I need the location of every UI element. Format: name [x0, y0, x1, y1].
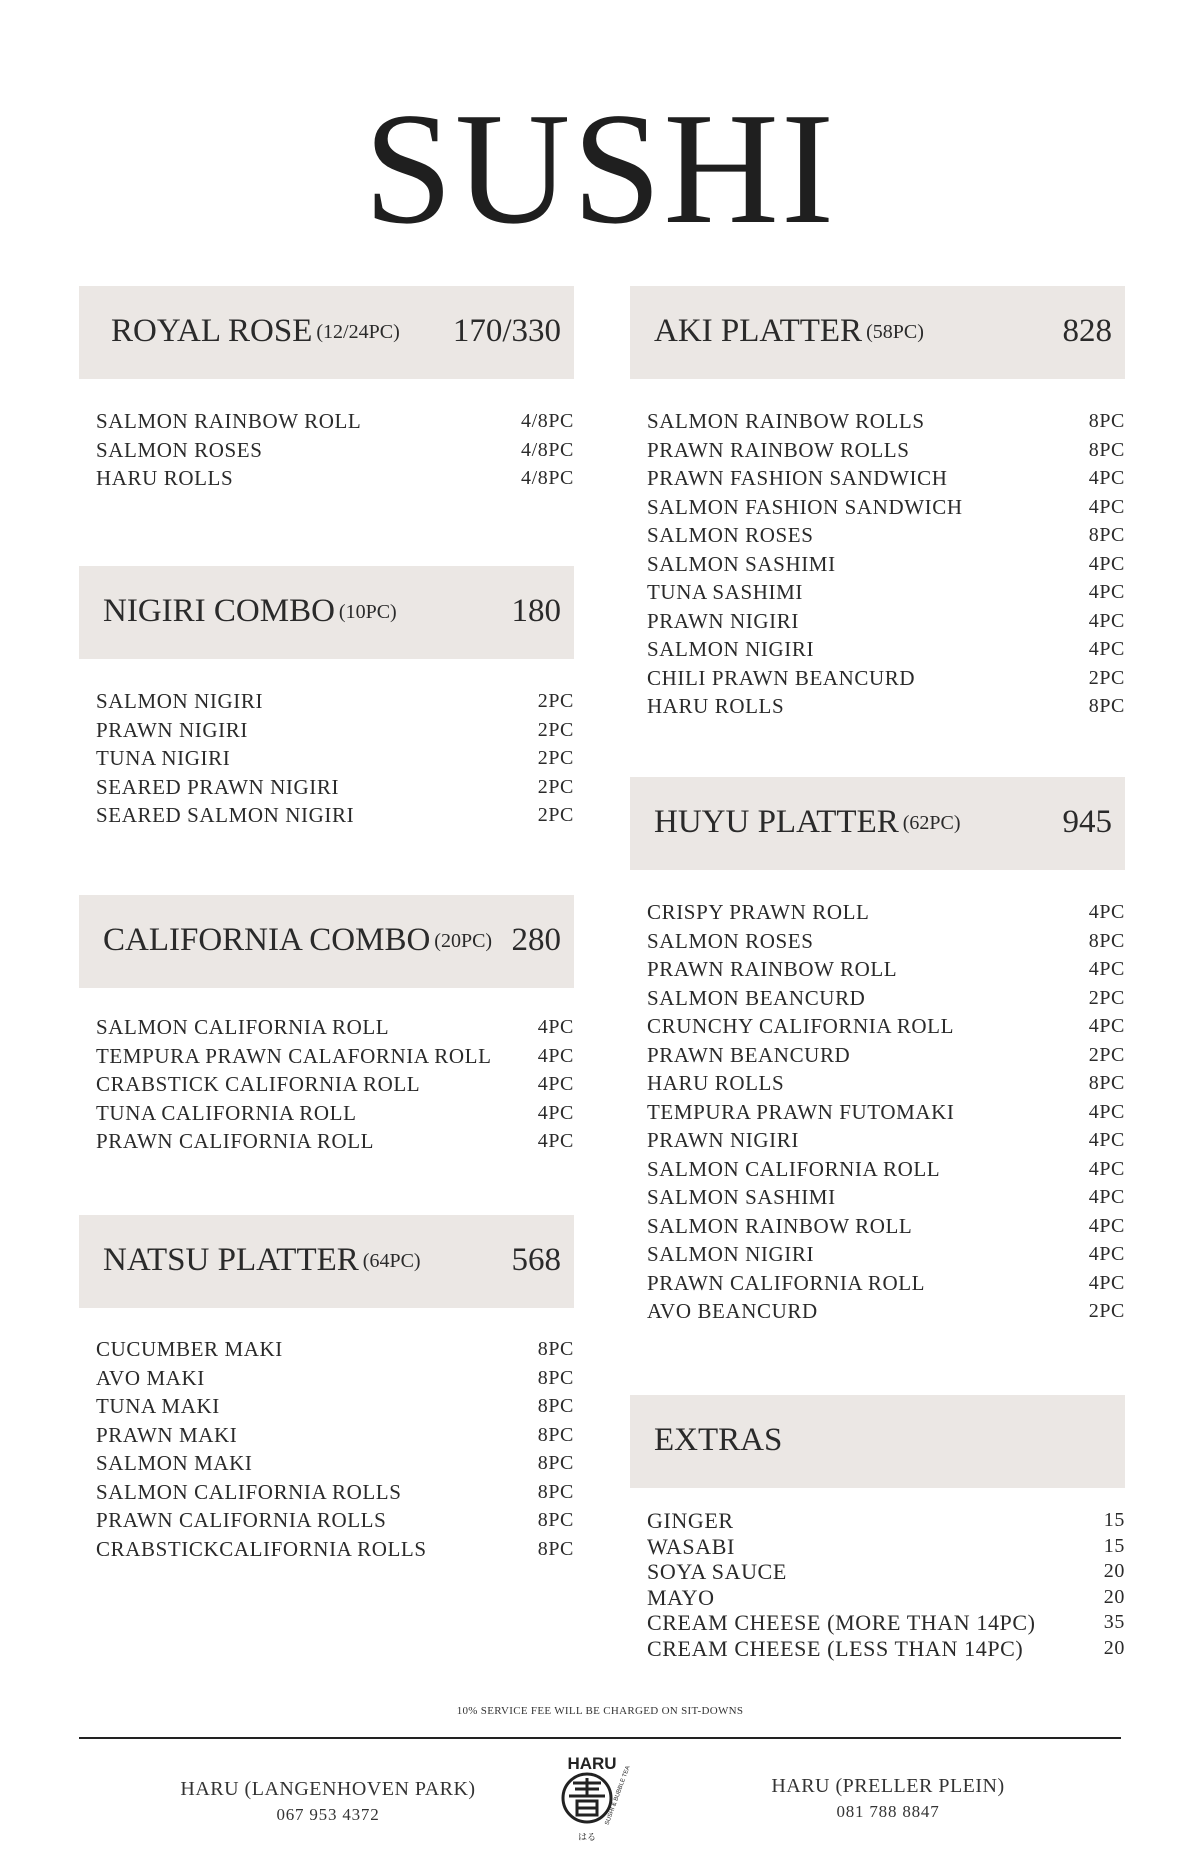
section-price: 180 — [511, 593, 561, 629]
item-name: TEMPURA PRAWN FUTOMAKI — [647, 1099, 955, 1124]
location-right — [738, 1773, 1038, 1825]
item-quantity: 2PC — [1088, 666, 1125, 689]
item-quantity: 4PC — [1088, 1186, 1125, 1208]
item-name: CRISPY PRAWN ROLL — [647, 900, 870, 924]
section-name: HUYU PLATTER (62PC) — [654, 804, 961, 840]
menu-item — [647, 407, 1125, 436]
item-quantity: 4PC — [1088, 638, 1125, 660]
item-list — [96, 1013, 574, 1156]
section-name: NIGIRI COMBO (10PC) — [103, 593, 397, 629]
item-name: SALMON SASHIMI — [647, 1185, 836, 1209]
item-quantity: 4PC — [1088, 1157, 1125, 1180]
item-name: PRAWN NIGIRI — [647, 1128, 799, 1152]
item-name: PRAWN BEANCURD — [647, 1042, 851, 1067]
item-list — [96, 407, 574, 493]
item-name: SALMON NIGIRI — [647, 1242, 815, 1266]
section-header — [79, 1215, 574, 1308]
menu-item — [647, 550, 1125, 579]
menu-item — [647, 984, 1125, 1013]
logo-subtitle: SUSHI & BUBBLE TEA — [604, 1765, 632, 1827]
menu-item — [96, 1535, 574, 1564]
menu-item — [647, 1297, 1125, 1326]
menu-item — [647, 955, 1125, 984]
item-name: PRAWN NIGIRI — [647, 608, 799, 633]
menu-item — [96, 1392, 574, 1421]
item-quantity: 4PC — [537, 1044, 574, 1067]
item-quantity: 4/8PC — [520, 438, 574, 461]
menu-item — [647, 521, 1125, 550]
section-royal-rose — [79, 286, 574, 490]
section-header — [630, 286, 1125, 379]
item-quantity: 8PC — [1088, 438, 1125, 461]
item-quantity: 4PC — [1088, 1271, 1125, 1294]
item-name: AVO BEANCURD — [647, 1299, 818, 1323]
item-name: SALMON BEANCURD — [647, 985, 866, 1010]
logo-text: HARU — [567, 1754, 617, 1773]
item-name: MAYO — [647, 1584, 715, 1610]
section-name: CALIFORNIA COMBO (20PC) — [103, 922, 493, 958]
item-quantity: 2PC — [1088, 1300, 1125, 1322]
item-quantity: 20 — [1103, 1560, 1125, 1582]
section-aki-platter — [630, 286, 1125, 718]
section-pieces: (20PC) — [434, 930, 493, 952]
item-name: SALMON ROSES — [647, 523, 814, 547]
item-name: PRAWN CALIFORNIA ROLL — [647, 1270, 926, 1295]
item-name: SALMON MAKI — [96, 1451, 253, 1475]
item-quantity: 2PC — [537, 775, 574, 798]
item-name: HARU ROLLS — [647, 694, 785, 718]
item-name: WASABI — [647, 1533, 735, 1559]
item-name: TUNA CALIFORNIA ROLL — [96, 1100, 357, 1125]
item-list — [647, 1508, 1125, 1661]
item-name: SEARED PRAWN NIGIRI — [96, 774, 340, 799]
menu-item — [96, 687, 574, 716]
item-name: SOYA SAUCE — [647, 1559, 787, 1584]
menu-item — [647, 607, 1125, 636]
item-quantity: 8PC — [537, 1480, 574, 1503]
menu-item — [647, 1559, 1125, 1585]
location-name: HARU (PRELLER PLEIN) — [771, 1775, 1005, 1797]
item-quantity: 8PC — [537, 1537, 574, 1560]
menu-item — [647, 1240, 1125, 1269]
menu-item — [647, 1269, 1125, 1298]
haru-logo-mark — [557, 1750, 632, 1850]
item-quantity: 4PC — [537, 1073, 574, 1095]
menu-item — [647, 927, 1125, 956]
menu-item — [647, 1126, 1125, 1155]
item-quantity: 8PC — [537, 1509, 574, 1531]
item-name: CRABSTICKCALIFORNIA ROLLS — [96, 1536, 427, 1561]
item-name: TEMPURA PRAWN CALAFORNIA ROLL — [96, 1043, 492, 1068]
item-name: HARU ROLLS — [96, 466, 234, 490]
item-quantity: 8PC — [1088, 929, 1125, 952]
item-quantity: 4PC — [1088, 1100, 1125, 1123]
section-name: AKI PLATTER (58PC) — [654, 313, 924, 349]
item-quantity: 8PC — [1088, 524, 1125, 546]
item-name: GINGER — [647, 1508, 734, 1533]
menu-item — [96, 1421, 574, 1450]
item-name: PRAWN FASHION SANDWICH — [647, 466, 948, 490]
item-name: AVO MAKI — [96, 1365, 205, 1390]
location-left — [178, 1776, 478, 1828]
section-natsu-platter — [79, 1215, 574, 1561]
item-quantity: 4PC — [1088, 901, 1125, 923]
item-quantity: 8PC — [1088, 410, 1125, 432]
menu-item — [96, 1070, 574, 1099]
section-pieces: (62PC) — [902, 812, 961, 834]
item-name: SALMON FASHION SANDWICH — [647, 494, 963, 519]
item-quantity: 35 — [1103, 1611, 1125, 1633]
section-header — [630, 777, 1125, 870]
item-quantity: 4PC — [1088, 467, 1125, 489]
item-quantity: 4PC — [1088, 1214, 1125, 1237]
item-name: TUNA MAKI — [96, 1394, 220, 1418]
menu-item — [647, 493, 1125, 522]
section-price: 945 — [1062, 804, 1112, 840]
page-title: SUSHI — [363, 79, 837, 257]
item-name: TUNA SASHIMI — [647, 580, 803, 604]
item-quantity: 4/8PC — [520, 467, 574, 489]
menu-item — [96, 716, 574, 745]
item-quantity: 2PC — [1088, 986, 1125, 1009]
menu-item — [647, 692, 1125, 721]
location-phone: 067 953 4372 — [276, 1805, 380, 1824]
item-quantity: 20 — [1103, 1585, 1125, 1608]
menu-item — [647, 1069, 1125, 1098]
menu-item — [96, 464, 574, 493]
item-name: PRAWN MAKI — [96, 1422, 238, 1447]
item-quantity: 8PC — [537, 1452, 574, 1474]
section-header — [79, 286, 574, 379]
item-quantity: 8PC — [537, 1366, 574, 1389]
menu-item — [647, 1585, 1125, 1611]
item-name: HARU ROLLS — [647, 1071, 785, 1095]
section-name: EXTRAS — [654, 1422, 783, 1458]
item-name: CHILI PRAWN BEANCURD — [647, 665, 916, 690]
menu-item — [96, 1449, 574, 1478]
section-header — [79, 566, 574, 659]
item-name: PRAWN CALIFORNIA ROLL — [96, 1129, 375, 1153]
menu-item — [96, 1099, 574, 1128]
logo-glyph — [569, 1778, 605, 1815]
menu-item — [96, 407, 574, 436]
menu-item — [647, 898, 1125, 927]
item-quantity: 15 — [1103, 1534, 1125, 1557]
section-price: 568 — [511, 1242, 561, 1278]
item-quantity: 4PC — [1088, 581, 1125, 603]
item-quantity: 4PC — [1088, 958, 1125, 980]
item-name: SALMON CALIFORNIA ROLLS — [96, 1479, 402, 1504]
menu-item — [96, 1364, 574, 1393]
item-quantity: 8PC — [537, 1395, 574, 1417]
menu-item — [96, 1042, 574, 1071]
menu-item — [96, 744, 574, 773]
item-quantity: 4PC — [1088, 1015, 1125, 1037]
item-quantity: 4PC — [1088, 609, 1125, 632]
item-quantity: 15 — [1103, 1509, 1125, 1531]
menu-item — [647, 1508, 1125, 1534]
item-quantity: 4PC — [1088, 1243, 1125, 1265]
service-fee-note: 10% SERVICE FEE WILL BE CHARGED ON SIT-DOWNS — [456, 1705, 744, 1717]
item-name: SALMON CALIFORNIA ROLL — [647, 1156, 941, 1181]
location-phone: 081 788 8847 — [836, 1802, 940, 1821]
menu-item — [647, 1012, 1125, 1041]
item-name: SEARED SALMON NIGIRI — [96, 803, 355, 827]
menu-item — [647, 464, 1125, 493]
menu-item — [647, 664, 1125, 693]
section-huyu-platter — [630, 777, 1125, 1323]
item-quantity: 8PC — [537, 1338, 574, 1360]
menu-item — [96, 436, 574, 465]
section-price: 828 — [1062, 313, 1112, 349]
menu-item — [647, 1610, 1125, 1636]
item-quantity: 4PC — [1088, 495, 1125, 518]
item-quantity: 4PC — [537, 1016, 574, 1038]
menu-item — [96, 1506, 574, 1535]
item-name: CREAM CHEESE (MORE THAN 14PC) — [647, 1610, 1036, 1635]
footer-divider — [79, 1737, 1121, 1739]
menu-item — [96, 1335, 574, 1364]
section-header — [630, 1395, 1125, 1488]
item-quantity: 2PC — [537, 690, 574, 712]
section-name: NATSU PLATTER (64PC) — [103, 1242, 421, 1278]
menu-item — [647, 1534, 1125, 1560]
item-name: CUCUMBER MAKI — [96, 1337, 283, 1361]
section-pieces: (64PC) — [362, 1250, 421, 1272]
item-quantity: 4PC — [537, 1130, 574, 1152]
item-quantity: 4PC — [537, 1101, 574, 1124]
item-quantity: 8PC — [1088, 1072, 1125, 1094]
section-price: 280 — [511, 922, 561, 958]
item-quantity: 8PC — [1088, 695, 1125, 717]
item-name: PRAWN NIGIRI — [96, 717, 248, 742]
item-quantity: 2PC — [537, 718, 574, 741]
item-quantity: 2PC — [537, 804, 574, 826]
menu-item — [647, 1183, 1125, 1212]
item-list — [96, 1335, 574, 1563]
logo-kana: はる — [577, 1833, 597, 1843]
section-price: 170/330 — [452, 313, 561, 349]
location-name: HARU (LANGENHOVEN PARK) — [180, 1778, 476, 1800]
item-quantity: 2PC — [1088, 1043, 1125, 1066]
haru-logo — [557, 1750, 632, 1850]
section-pieces: (10PC) — [338, 601, 397, 623]
item-name: TUNA NIGIRI — [96, 746, 231, 770]
menu-item — [96, 801, 574, 830]
menu-item — [647, 578, 1125, 607]
item-quantity: 4PC — [1088, 552, 1125, 575]
section-california-combo — [79, 895, 574, 1153]
item-name: CRUNCHY CALIFORNIA ROLL — [647, 1014, 955, 1038]
menu-item — [647, 1155, 1125, 1184]
item-quantity: 2PC — [537, 747, 574, 769]
section-pieces: (58PC) — [866, 321, 924, 343]
menu-item — [647, 436, 1125, 465]
menu-item — [96, 1478, 574, 1507]
section-pieces: (12/24PC) — [316, 321, 400, 343]
item-name: CRABSTICK CALIFORNIA ROLL — [96, 1072, 421, 1096]
item-name: PRAWN RAINBOW ROLLS — [647, 437, 910, 462]
item-name: SALMON NIGIRI — [647, 637, 815, 661]
item-name: SALMON RAINBOW ROLLS — [647, 409, 925, 433]
section-name: ROYAL ROSE (12/24PC) — [111, 313, 400, 349]
item-name: SALMON RAINBOW ROLL — [96, 409, 362, 433]
menu-item — [647, 635, 1125, 664]
item-name: SALMON NIGIRI — [96, 689, 264, 713]
item-quantity: 8PC — [537, 1423, 574, 1446]
item-quantity: 4/8PC — [520, 410, 574, 432]
menu-item — [96, 1127, 574, 1156]
item-name: SALMON ROSES — [647, 928, 814, 953]
menu-item — [96, 1013, 574, 1042]
item-list — [647, 898, 1125, 1326]
item-name: PRAWN CALIFORNIA ROLLS — [96, 1508, 387, 1532]
item-list — [647, 407, 1125, 721]
section-header — [79, 895, 574, 988]
item-name: PRAWN RAINBOW ROLL — [647, 957, 898, 981]
item-name: CREAM CHEESE (LESS THAN 14PC) — [647, 1635, 1024, 1661]
menu-item — [647, 1636, 1125, 1662]
item-list — [96, 687, 574, 830]
menu-item — [647, 1098, 1125, 1127]
menu-item — [647, 1041, 1125, 1070]
section-nigiri-combo — [79, 566, 574, 827]
menu-item — [96, 773, 574, 802]
item-name: SALMON RAINBOW ROLL — [647, 1213, 913, 1238]
item-name: SALMON ROSES — [96, 437, 263, 462]
item-name: SALMON SASHIMI — [647, 551, 836, 576]
item-quantity: 20 — [1103, 1636, 1125, 1659]
section-extras — [630, 1395, 1125, 1661]
item-name: SALMON CALIFORNIA ROLL — [96, 1015, 390, 1039]
item-quantity: 4PC — [1088, 1129, 1125, 1151]
menu-item — [647, 1212, 1125, 1241]
